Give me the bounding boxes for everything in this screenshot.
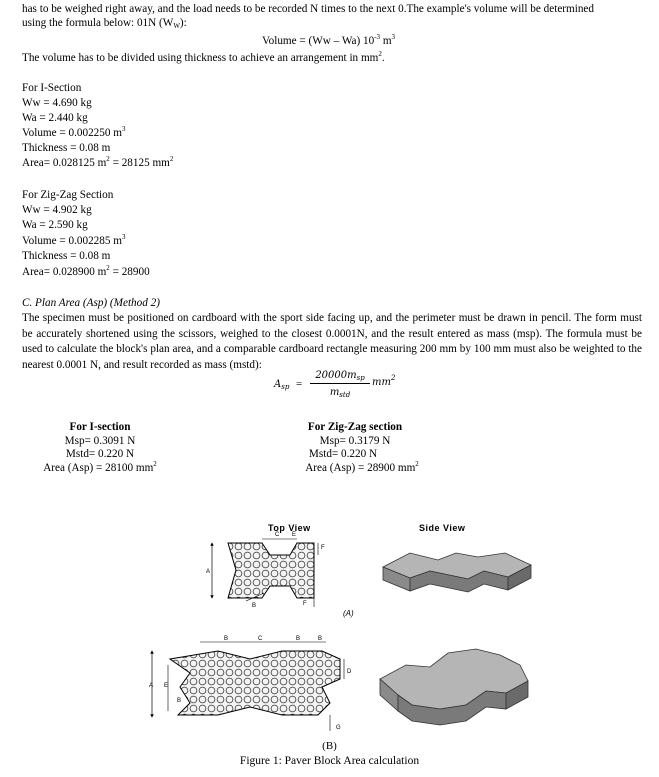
dim-label-d-zig: D bbox=[347, 669, 352, 675]
dim-label-c-top: C bbox=[275, 532, 280, 538]
i-section-side-view bbox=[383, 553, 531, 592]
zigzag-volume: Volume = 0.002285 $m^3$ bbox=[22, 233, 126, 247]
i-section-ww: Ww = 4.690 kg bbox=[22, 97, 92, 109]
i-section-top-view bbox=[206, 532, 325, 609]
dim-label-f-top: F bbox=[321, 545, 325, 551]
dim-label-f2-top: F bbox=[303, 601, 307, 607]
method2-heading: C. Plan Area (Asp) (Method 2) bbox=[22, 297, 160, 309]
zigzag-wa: Wa = 2.590 kg bbox=[22, 219, 88, 231]
dim-label-b-zig-1: B bbox=[224, 636, 229, 642]
dim-label-b-zig-side: B bbox=[177, 698, 182, 704]
paver-block-figure bbox=[0, 515, 659, 755]
zigzag-m2: For Zig-Zag section Msp= 0.3179 N Mstd= 0.220 N Area (Asp) = 28900 $mm^2$ bbox=[305, 421, 419, 474]
i-section-wa: Wa = 2.440 kg bbox=[22, 112, 88, 124]
fraction-bar bbox=[310, 383, 370, 384]
zigzag-side-view bbox=[380, 649, 528, 725]
method2-paragraph: The specimen must be positioned on cardboard with the sport side facing up, and the perimeter must be drawn in pencil. The form must be accurately shortened using the scissors, weighed to the closest 0.0001N, and the result entered as mass (msp). The formula must be used to calculate the block's plan area, and a comparable cardboard rectangle measuring 200 mm by 100 mm must also be weighted to the nearest 0.0001 N, and result recorded as mass (mstd): bbox=[22, 312, 642, 371]
dim-label-e-top: E bbox=[292, 532, 297, 538]
dim-label-b-top: B bbox=[252, 603, 257, 609]
volume-formula: Volume = (Ww – Wa) $10^{-3}$ $m^3$ bbox=[262, 33, 396, 47]
zigzag-thickness: Thickness = 0.08 m bbox=[22, 250, 111, 262]
i-section-thickness: Thickness = 0.08 m bbox=[22, 142, 111, 154]
dim-label-a-zig: A bbox=[149, 683, 154, 689]
i-section-area: Area= 0.028125 $m^2 = 28125$ $mm^2$ bbox=[22, 155, 174, 169]
top-view-title: Top View bbox=[268, 523, 311, 533]
zigzag-top-view bbox=[149, 636, 352, 731]
i-section-title: For I-Section bbox=[22, 82, 82, 94]
i-section-m2: For I-section Msp= 0.3091 N Mstd= 0.220 N Area (Asp) = 28100 $mm^2$ bbox=[43, 421, 157, 474]
intro-line-1: has to be weighed right away, and the load needs to be recorded N times to the next 0.The example's volume will be determined bbox=[22, 3, 594, 15]
figure-caption: Figure 1: Paver Block Area calculation bbox=[239, 755, 420, 767]
dim-label-e-zig: E bbox=[164, 683, 169, 689]
dim-label-a-top: A bbox=[206, 569, 211, 575]
label-b: (B) bbox=[322, 740, 337, 752]
side-view-title: Side View bbox=[419, 523, 466, 533]
intro-line-2: using the formula below: 01N $(W_W)$: bbox=[22, 17, 187, 30]
dim-label-g-zig: G bbox=[336, 725, 341, 731]
zigzag-title: For Zig-Zag Section bbox=[22, 189, 114, 201]
dim-label-b-zig-2: B bbox=[296, 636, 301, 642]
i-section-volume: Volume = 0.002250 $m^3$ bbox=[22, 125, 126, 139]
asp-equation: $A_{sp}$ = $20000m_{sp}$ $m_{std}$ $mm^2$ bbox=[274, 370, 396, 399]
dim-label-c-zig: C bbox=[258, 636, 263, 642]
zigzag-ww: Ww = 4.902 kg bbox=[22, 204, 92, 216]
divide-line: The volume has to be divided using thickness to achieve an arrangement in $mm^2$. bbox=[22, 50, 385, 64]
dim-label-b-zig-3: B bbox=[318, 636, 323, 642]
zigzag-area: Area= 0.028900 $m^2 = 28900$ bbox=[22, 264, 150, 278]
label-a: (A) bbox=[343, 609, 354, 618]
